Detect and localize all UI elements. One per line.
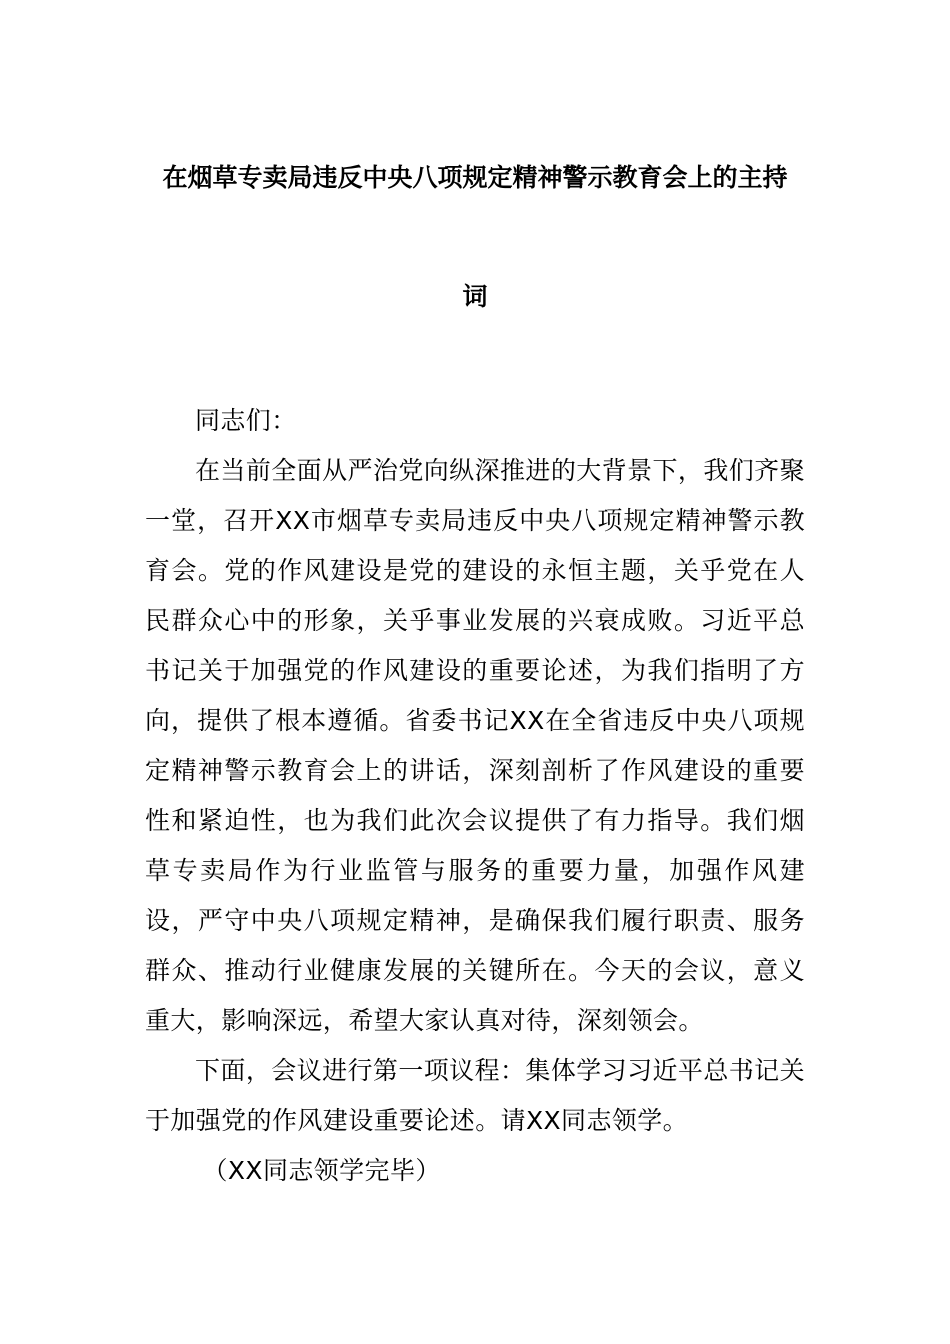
stage-note: （XX同志领学完毕） [202,1156,441,1185]
document-title-line-1: 在烟草专卖局违反中央八项规定精神警示教育会上的主持 [162,163,788,192]
paragraph-agenda: 下面，会议进行第一项议程：集体学习习近平总书记关于加强党的作风建设重要论述。请XX同志领学。 [145,1056,805,1135]
salutation: 同志们： [195,406,297,435]
paragraph-opening: 在当前全面从严治党向纵深推进的大背景下，我们齐聚一堂，召开XX市烟草专卖局违反中央八项规定精神警示教育会。党的作风建设是党的建设的永恒主题，关乎党在人民群众心中的形象，关乎事业发展的兴衰成败。习近平总书记关于加强党的作风建设的重要论述，为我们指明了方向，提供了根本遵循。省委书记XX在全省违反中央八项规定精神警示教育会上的讲话，深刻剖析了作风建设的重要性和紧迫性，也为我们此次会议提供了有力指导。我们烟草专卖局作为行业监管与服务的重要力量，加强作风建设，严守中央八项规定精神，是确保我们履行职责、服务群众、推动行业健康发展的关键所在。今天的会议，意义重大，影响深远，希望大家认真对待，深刻领会。 [145,456,805,1035]
document-body [145,396,805,1196]
document-title-line-2: 词 [462,282,488,311]
